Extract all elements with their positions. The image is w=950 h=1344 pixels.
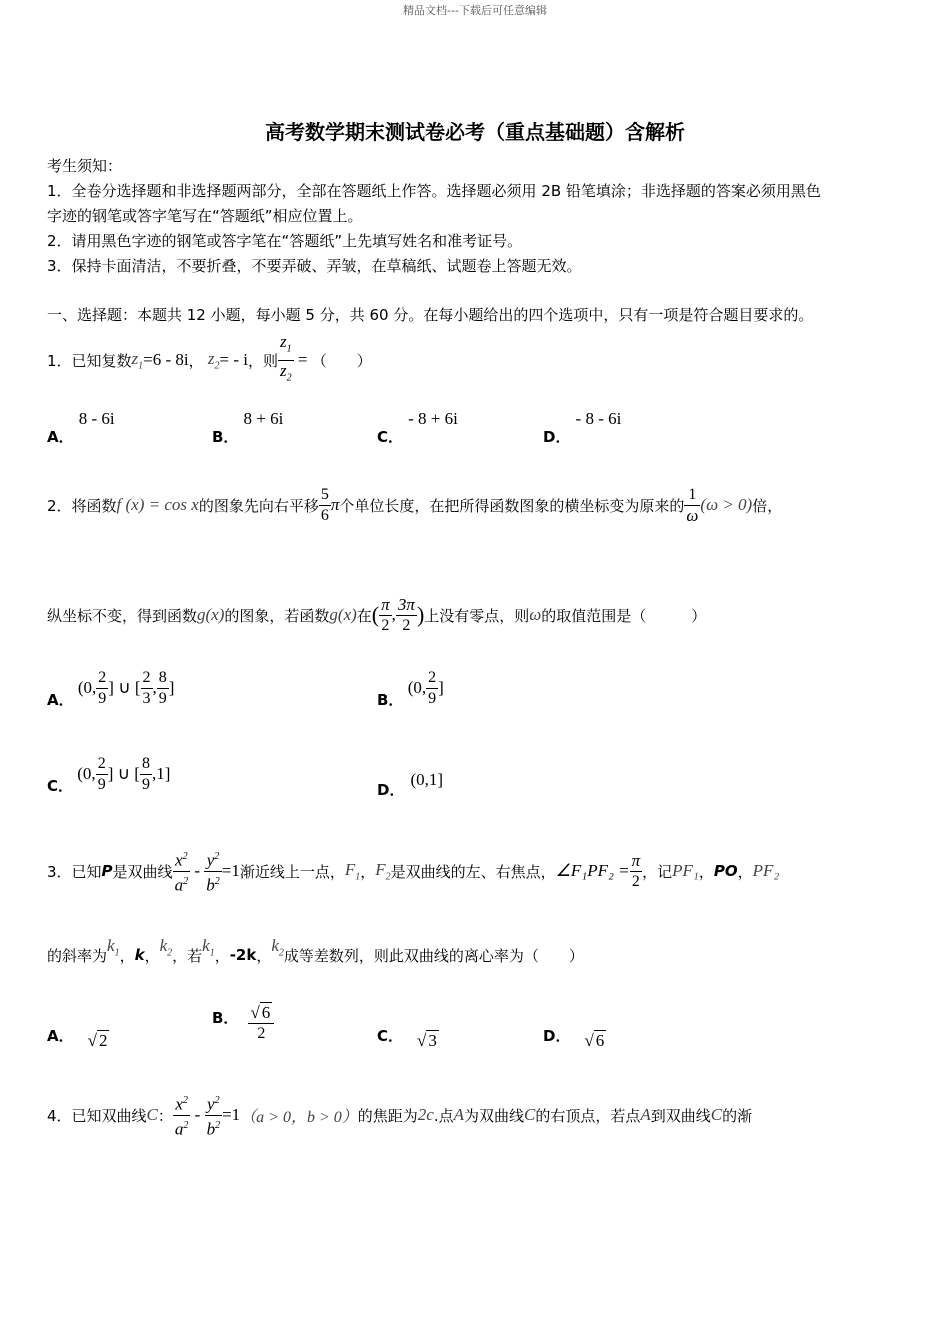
q3-neg2k: -2k xyxy=(229,946,257,964)
q2-option-a-label: A． xyxy=(47,691,74,709)
q3-f1: $F_1$ xyxy=(344,859,361,883)
q2-text-9: 的取值范围是（ ） xyxy=(541,606,707,625)
q3-equation-rhs: =1 xyxy=(221,861,240,880)
question-2-line-2 xyxy=(47,585,706,645)
q2-interval-open: ( xyxy=(371,602,380,627)
q3-f2: $F_2$ xyxy=(375,859,391,883)
q2-interval-a: $\frac{\pi}{2}$ xyxy=(381,594,390,634)
q3-option-c xyxy=(377,1020,439,1050)
notice-item-2: 2．请用黑色字迹的钢笔或答字笔在“答题纸”上先填写姓名和准考证号。 xyxy=(47,232,523,250)
q4-text-8: 的渐 xyxy=(722,1106,753,1125)
q4-text-2: ： xyxy=(157,1106,173,1125)
q2-gx-2: g(x) xyxy=(329,605,357,624)
q3-option-d xyxy=(543,1020,606,1050)
q2-omega: ω xyxy=(529,605,542,624)
q2-option-b-label: B． xyxy=(377,691,404,709)
q3-text-9: 成等差数列，则此双曲线的离心率为（ ） xyxy=(283,946,584,965)
q3-pf1: PF₁ xyxy=(672,861,699,880)
q3-text-4: ， xyxy=(360,862,376,881)
q3-option-d-label: D． xyxy=(543,1026,571,1045)
q2-text-5: 纵坐标不变，得到函数 xyxy=(47,606,198,625)
q1-text-a: 1．已知复数 xyxy=(47,351,132,370)
q3-k: k xyxy=(134,946,145,964)
q2-omega-condition: (ω > 0) xyxy=(700,495,753,514)
q2-option-c: C． (0, $\frac{2}{9}$ ] ∪ [ $\frac{8}{9}$ ,1] xyxy=(47,754,171,795)
q3-pf2: PF₂ xyxy=(752,861,780,880)
q4-text-6: 的右顶点，若点 xyxy=(535,1106,641,1125)
question-2-line-1 xyxy=(47,470,782,540)
q2-option-d-label: D． xyxy=(377,781,405,799)
q2-shift-fraction: $\frac{5}{6}$ xyxy=(320,485,329,524)
q3-option-c-label: C． xyxy=(377,1026,404,1045)
q4-a: A xyxy=(453,1105,465,1124)
q1-option-c xyxy=(377,408,458,446)
q2-option-a-value: (0, xyxy=(73,678,97,697)
q3-angle: ∠F₁PF₂ = xyxy=(555,861,630,880)
q1-z2: $z_2$ xyxy=(203,348,220,372)
q3-option-a xyxy=(47,1020,109,1050)
q3-option-b-value: $\frac{√ 6}{2}$ xyxy=(248,1003,274,1044)
question-3-line-1: 3．已知 P 是双曲线 $\frac{x^2}{a^2}$ - $\frac{y^2}{b^2}$ =1 渐近线上一点， $F_1$ ， $F_2$ 是双曲线的左、右焦点， ∠F₁PF₂ = $\frac{\pi}{2}$ ，记 PF₁ ， PO ， PF₂ xyxy=(47,836,779,906)
q2-option-d-value: (0,1] xyxy=(410,770,444,789)
q2-pi: π xyxy=(330,495,340,514)
q1-z2-value: = - i xyxy=(219,350,249,369)
q3-text-1: 3．已知 xyxy=(47,862,102,881)
q1-option-a xyxy=(47,408,115,446)
q3-text-8: ，若 xyxy=(172,946,203,965)
q2-text-3: 个单位长度，在把所得函数图象的横坐标变为原来的 xyxy=(339,496,685,515)
q2-option-b-value: (0, xyxy=(403,678,427,697)
q4-text-5: 为双曲线 xyxy=(464,1106,525,1125)
q2-interval-b: $\frac{3\pi}{2}$ xyxy=(397,594,415,634)
q2-scale-fraction: $\frac{1}{\omega}$ xyxy=(686,485,699,525)
q1-option-d-label: D． xyxy=(543,428,571,446)
q3-po: PO xyxy=(713,862,738,880)
q2-text-6: 的图象，若函数 xyxy=(224,606,330,625)
q3-k1-b: $k_1$ xyxy=(202,935,215,959)
q3-k2: $k_2$ xyxy=(159,935,173,959)
q3-k2-b: $k_2$ xyxy=(271,935,284,959)
q2-option-a: A． (0, $\frac{2}{9}$ ] ∪ [ $\frac{2}{3}$ , $\frac{8}{9}$ ] xyxy=(47,668,175,709)
q3-option-a-label: A． xyxy=(47,1026,74,1045)
q4-2c: 2c xyxy=(417,1105,434,1124)
q3-y-term: $\frac{y^2}{b^2}$ xyxy=(204,847,222,895)
q1-option-a-label: A． xyxy=(47,428,74,446)
q3-text-6: ，记 xyxy=(642,862,673,881)
q1-option-a-value: 8 - 6i xyxy=(78,409,115,428)
q1-fraction: $\frac{z_1}{z_2}$ xyxy=(280,332,292,383)
page-title: 高考数学期末测试卷必考（重点基础题）含解析 xyxy=(265,120,685,144)
q1-paren: （ ） xyxy=(311,351,372,370)
q4-x-term: $\frac{x^2}{a^2}$ xyxy=(173,1091,191,1139)
q3-k1: $k_1$ xyxy=(107,935,120,959)
q4-text-4: .点 xyxy=(433,1106,454,1125)
q2-text-8: 上没有零点，则 xyxy=(424,606,530,625)
q3-option-c-value: √ 3 xyxy=(417,1031,437,1050)
q4-c: C xyxy=(146,1105,158,1124)
q1-option-d xyxy=(543,408,622,446)
q3-text-7: 的斜率为 xyxy=(47,946,108,965)
q4-a-2: A xyxy=(640,1105,651,1124)
q3-option-a-value: √ 2 xyxy=(87,1031,108,1050)
q1-sep: ， xyxy=(188,351,204,370)
q2-text-7: 在 xyxy=(356,606,372,625)
q2-interval-comma: , xyxy=(391,605,396,624)
q3-option-b xyxy=(212,996,274,1050)
q3-text-2: 是双曲线 xyxy=(112,862,173,881)
notice-item-1b: 字迹的钢笔或答字笔写在“答题纸”相应位置上。 xyxy=(47,207,363,225)
q3-text-3: 渐近线上一点， xyxy=(239,862,345,881)
q2-option-c-value: (0, xyxy=(73,764,96,783)
q4-equation-rhs: =1 xyxy=(222,1105,241,1124)
q1-option-b-value: 8 + 6i xyxy=(243,409,284,428)
question-1-stem xyxy=(47,330,372,390)
q4-condition: （a > 0，b > 0） xyxy=(240,1108,358,1126)
q4-text-1: 4．已知双曲线 xyxy=(47,1106,147,1125)
q2-option-c-label: C． xyxy=(47,777,74,795)
q2-text-4: 倍， xyxy=(752,496,783,515)
question-4-line-1: 4．已知双曲线 C ： $\frac{x^2}{a^2}$ - $\frac{y^2}{b^2}$ =1 （a > 0，b > 0） 的焦距为 2c .点 A 为双曲线 C 的右顶点，若点 A 到双曲线 C 的渐 xyxy=(47,1080,752,1150)
q3-angle-fraction: $\frac{\pi}{2}$ xyxy=(631,850,641,890)
q1-equals: = xyxy=(293,350,312,369)
q4-c-2: C xyxy=(524,1105,536,1124)
q2-text-2: 的图象先向右平移 xyxy=(198,496,319,515)
q1-option-c-value: - 8 + 6i xyxy=(408,409,458,428)
section-heading: 一、选择题：本题共 12 小题，每小题 5 分，共 60 分。在每小题给出的四个选项中，只有一项是符合题目要求的。 xyxy=(47,306,814,324)
q4-text-3: 的焦距为 xyxy=(357,1106,418,1125)
q2-option-d xyxy=(377,770,443,800)
q2-interval-close: ) xyxy=(416,602,425,627)
q3-point-p: P xyxy=(101,862,113,880)
q1-z1-value: =6 - 8i xyxy=(143,350,189,369)
q1-option-b xyxy=(212,408,284,446)
q2-option-b: B． (0, $\frac{2}{9}$ ] xyxy=(377,668,444,709)
q1-option-b-label: B． xyxy=(212,428,239,446)
notice-heading: 考生须知： xyxy=(47,157,123,175)
q3-x-term: $\frac{x^2}{a^2}$ xyxy=(173,847,191,895)
q4-text-7: 到双曲线 xyxy=(650,1106,711,1125)
q1-z1: $z_1$ xyxy=(131,348,144,372)
q2-text-1: 2．将函数 xyxy=(47,496,117,515)
notice-item-3: 3．保持卡面清洁，不要折叠，不要弄破、弄皱，在草稿纸、试题卷上答题无效。 xyxy=(47,257,582,275)
q4-c-3: C xyxy=(710,1105,723,1124)
q3-option-b-label: B． xyxy=(212,1008,239,1027)
q2-gx: g(x) xyxy=(197,605,225,624)
q1-option-c-label: C． xyxy=(377,428,404,446)
q1-text-b: ，则 xyxy=(248,351,279,370)
q3-text-5: 是双曲线的左、右焦点， xyxy=(390,862,556,881)
question-3-line-2: 的斜率为 $k_1$ ， k ， $k_2$ ，若 $k_1$ ， -2k ， $k_2$ 成等差数列，则此双曲线的离心率为（ ） xyxy=(47,935,584,965)
q4-y-term: $\frac{y^2}{b^2}$ xyxy=(205,1091,223,1139)
header-note: 精品文档---下载后可任意编辑 xyxy=(403,4,547,17)
q1-option-d-value: - 8 - 6i xyxy=(575,409,622,428)
q3-option-d-value: √ 6 xyxy=(584,1031,605,1050)
q2-fx: f (x) = cos x xyxy=(116,495,199,514)
notice-item-1a: 1．全卷分选择题和非选择题两部分，全部在答题纸上作答。选择题必须用 2B 铅笔填涂；非选择题的答案必须用黑色 xyxy=(47,182,821,200)
